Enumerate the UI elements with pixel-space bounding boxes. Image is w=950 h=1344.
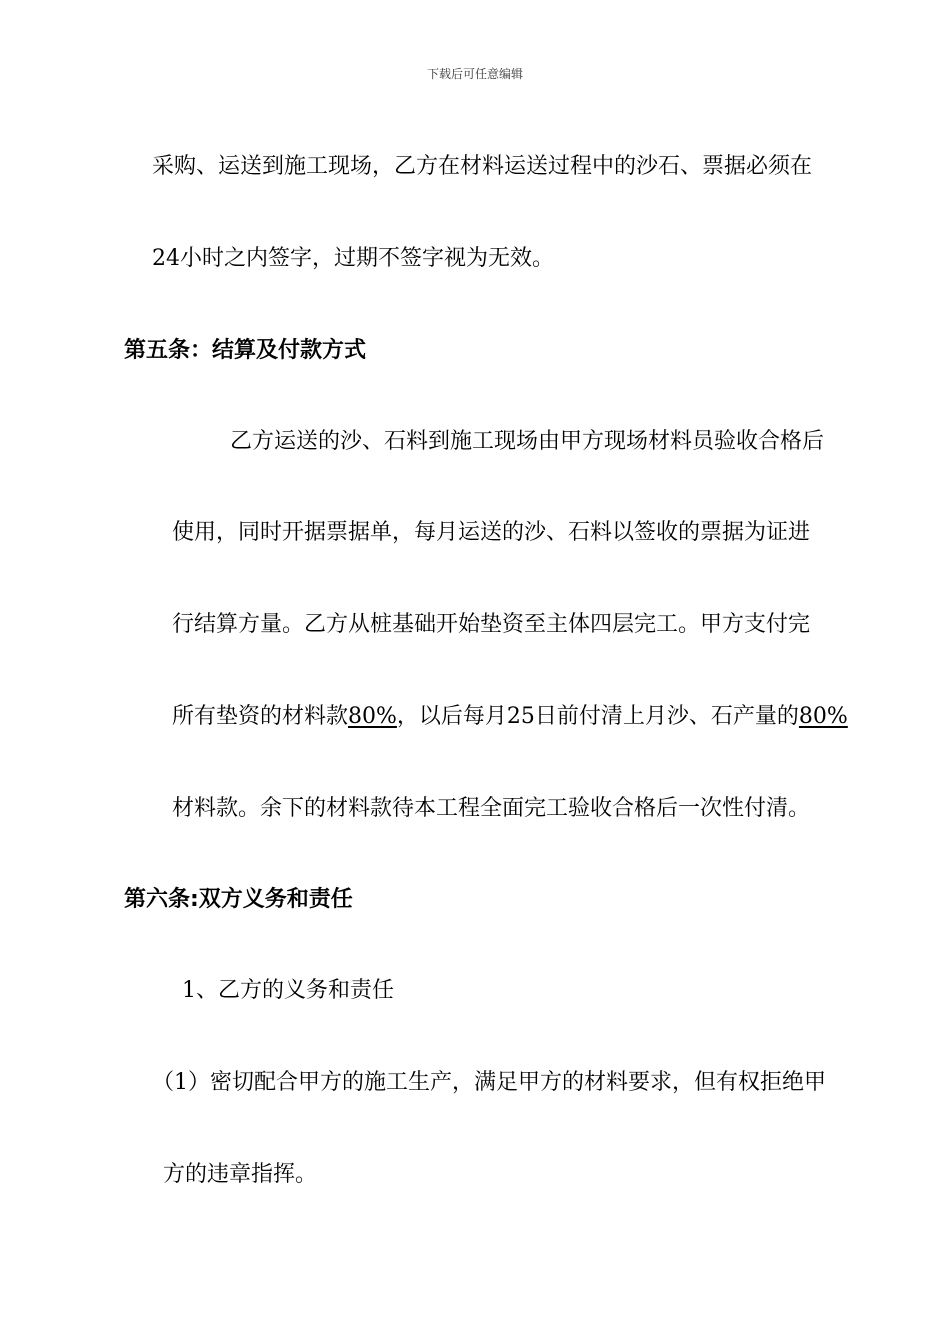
line-text: 所有垫资的材料款 (172, 704, 349, 729)
list-item-line: （1）密切配合甲方的施工生产，满足甲方的材料要求，但有权拒绝甲 (152, 1070, 826, 1095)
section-6-heading: 第六条:双方义务和责任 (124, 887, 353, 912)
paragraph-line: 材料款。余下的材料款待本工程全面完工验收合格后一次性付清。 (172, 796, 811, 821)
paragraph-line: 采购、运送到施工现场，乙方在材料运送过程中的沙石、票据必须在 (152, 154, 813, 179)
paragraph-line (172, 703, 848, 731)
section-5-heading: 第五条：结算及付款方式 (124, 338, 367, 363)
percentage-underlined: 80% (348, 704, 397, 729)
paragraph-line: 使用，同时开据票据单，每月运送的沙、石料以签收的票据为证进 (172, 520, 811, 545)
line-text: ，以后每月25日前付清上月沙、石产量的 (396, 704, 799, 729)
subsection-heading: 1、乙方的义务和责任 (182, 978, 394, 1003)
percentage-underlined: 80% (798, 704, 848, 729)
paragraph-line: 行结算方量。乙方从桩基础开始垫资至主体四层完工。甲方支付完 (172, 612, 811, 637)
paragraph-line: 24小时之内签字，过期不签字视为无效。 (152, 246, 554, 271)
paragraph-line: 乙方运送的沙、石料到施工现场由甲方现场材料员验收合格后 (230, 429, 825, 454)
list-item-line: 方的违章指挥。 (163, 1162, 318, 1187)
page-header: 下载后可任意编辑 (426, 67, 523, 81)
